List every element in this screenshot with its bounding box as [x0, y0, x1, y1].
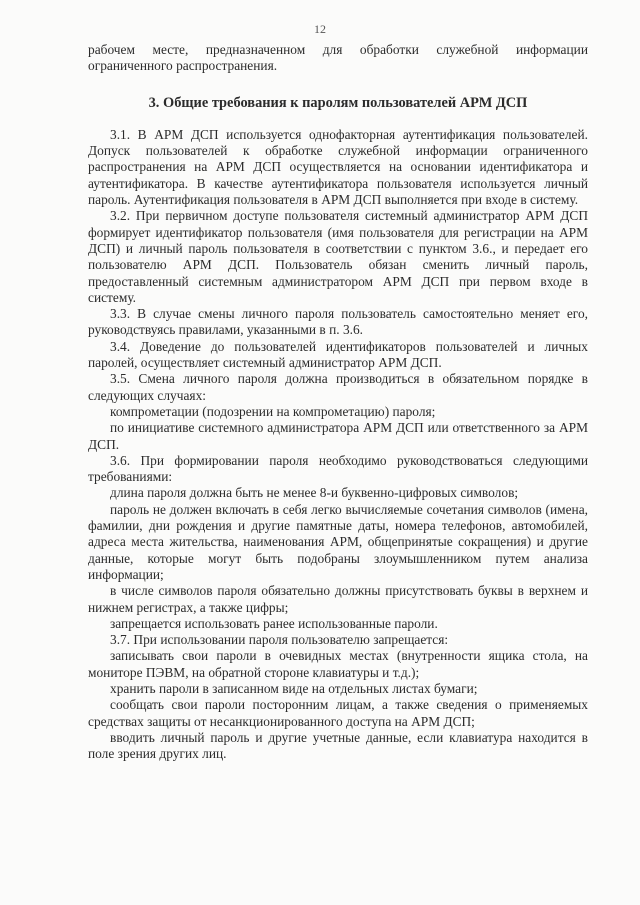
list-item-3-7-c: сообщать свои пароли посторонним лицам, а также сведения о применяемых средствах защиты от несанкционированного доступа на АРМ ДСП;: [88, 697, 588, 729]
list-item-3-5-b: по инициативе системного администратора АРМ ДСП или ответственного за АРМ ДСП.: [88, 420, 588, 452]
page-content: [88, 42, 588, 762]
list-item-3-6-b: пароль не должен включать в себя легко вычисляемые сочетания символов (имена, фамилии, дни рождения и другие памятные даты, номера телефонов, автомобилей, адреса места жительства, наименования АРМ, общепринятые сокращения) и другие данные, которые могут быть подобраны злоумышленником путем анализа информации;: [88, 501, 588, 582]
paragraph-3-2: 3.2. При первичном доступе пользователя системный администратор АРМ ДСП формирует идентификатор пользователя (имя пользователя для регистрации на АРМ ДСП) и личный пароль пользователя в соответствии с пунктом 3.6., и передает его пользователю АРМ ДСП. Пользователь обязан сменить личный пароль, предоставленный системным администратором АРМ ДСП при первом входе в систему.: [88, 208, 588, 305]
list-item-3-5-a: компрометации (подозрении на компрометацию) пароля;: [110, 403, 436, 419]
list-item-3-6-d: запрещается использовать ранее использованные пароли.: [110, 615, 438, 631]
list-item-3-6-a: длина пароля должна быть не менее 8-и буквенно-цифровых символов;: [110, 485, 519, 501]
paragraph-3-5: 3.5. Смена личного пароля должна производиться в обязательном порядке в следующих случаях:: [88, 371, 588, 403]
paragraph-3-7: 3.7. При использовании пароля пользователю запрещается:: [110, 632, 449, 648]
paragraph-3-4: 3.4. Доведение до пользователей идентификаторов пользователей и личных паролей, осуществляет системный администратор АРМ ДСП.: [88, 338, 588, 371]
section-heading: 3. Общие требования к паролям пользователей АРМ ДСП: [148, 94, 528, 111]
list-item-3-6-c: в числе символов пароля обязательно должны присутствовать буквы в верхнем и нижнем регистрах, а также цифры;: [88, 583, 588, 615]
paragraph-3-1: 3.1. В АРМ ДСП используется однофакторная аутентификация пользователей. Допуск пользователей к обработке служебной информации ограниченного распространения на АРМ ДСП осуществляется на основании идентификатора и аутентификатора. В качестве аутентификатора пользователя используется личный пароль. Аутентификация пользователя в АРМ ДСП выполняется при входе в систему.: [88, 126, 588, 208]
intro-paragraph: рабочем месте, предназначенном для обработки служебной информации ограниченного распространения.: [88, 42, 588, 74]
paragraph-3-3: 3.3. В случае смены личного пароля пользователь самостоятельно меняет его, руководствуясь правилами, указанными в п. 3.6.: [88, 306, 588, 338]
page-number: 12: [314, 22, 326, 36]
paragraph-3-6: 3.6. При формировании пароля необходимо руководствоваться следующими требованиями:: [88, 452, 588, 485]
list-item-3-7-d: вводить личный пароль и другие учетные данные, если клавиатура находится в поле зрения других лиц.: [88, 729, 588, 762]
list-item-3-7-a: записывать свои пароли в очевидных местах (внутренности ящика стола, на мониторе ПЭВМ, на обратной стороне клавиатуры и т.д.);: [88, 648, 588, 680]
list-item-3-7-b: хранить пароли в записанном виде на отдельных листах бумаги;: [110, 680, 478, 696]
